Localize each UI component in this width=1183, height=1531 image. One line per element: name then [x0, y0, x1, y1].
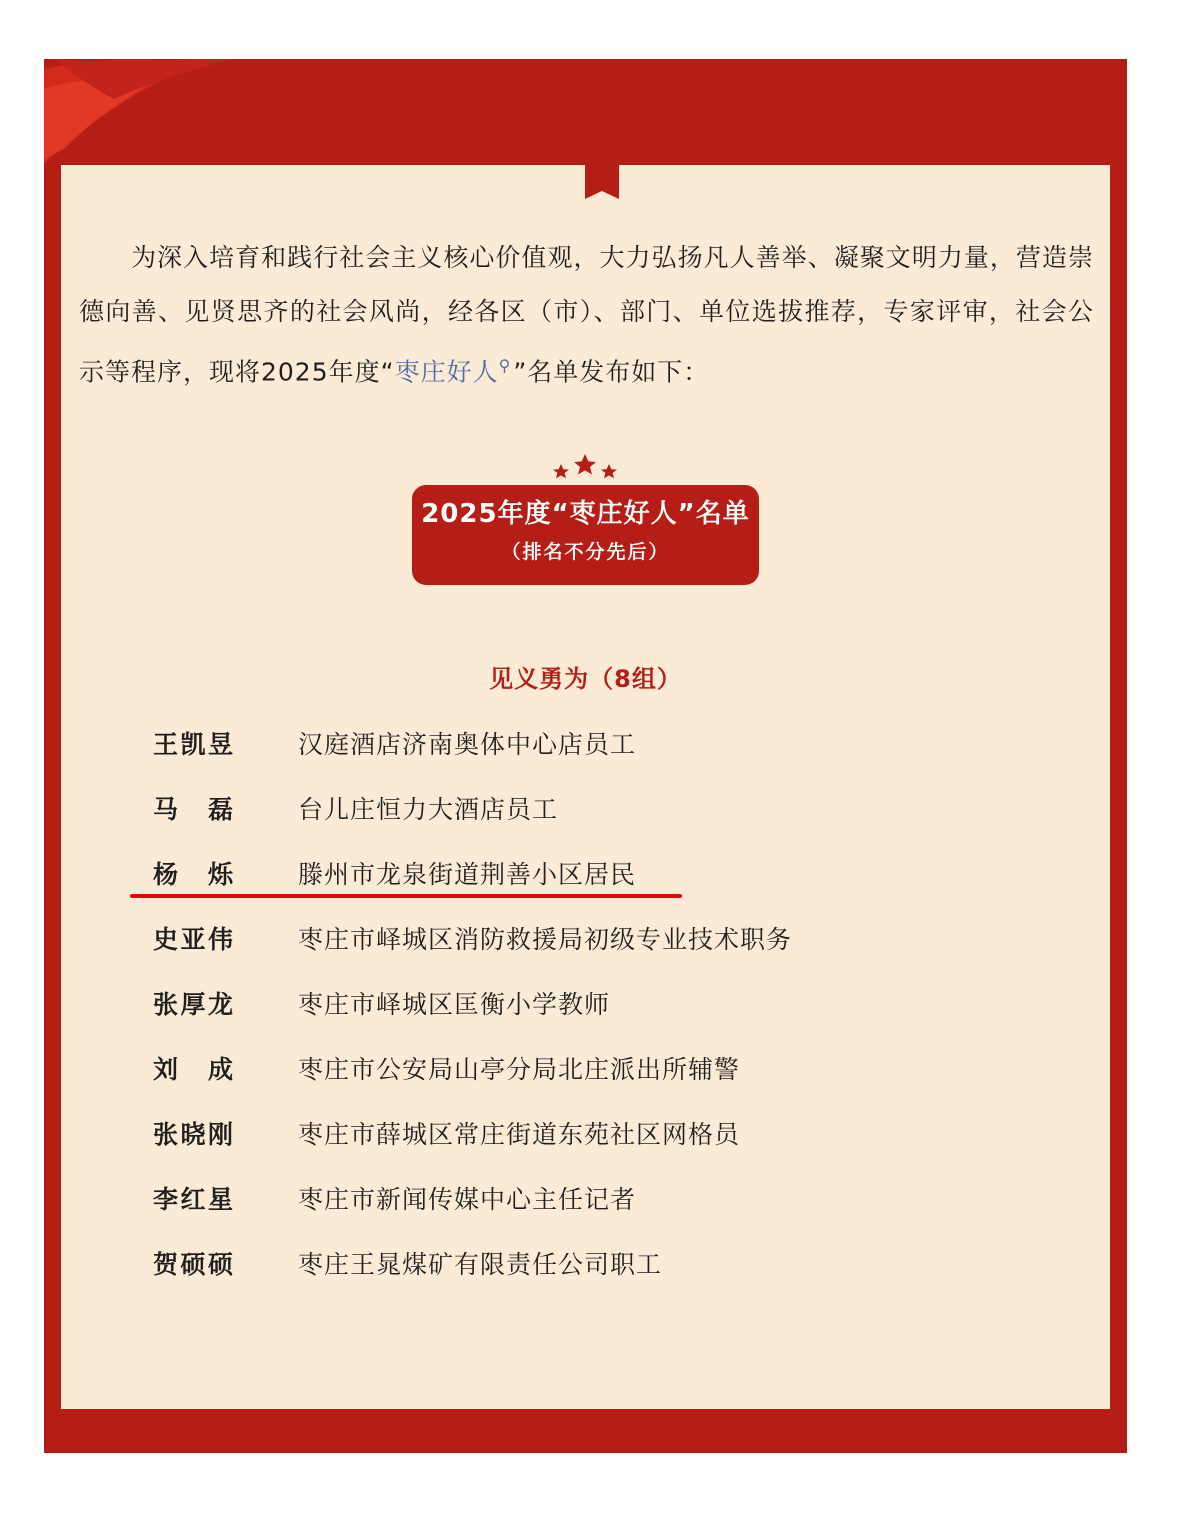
person-description: 汉庭酒店济南奥体中心店员工: [298, 730, 637, 759]
person-name: 史亚伟: [153, 925, 233, 954]
list-title: 2025年度“枣庄好人”名单: [421, 499, 750, 529]
list-item: [153, 1103, 1053, 1168]
person-name: 王凯昱: [153, 730, 233, 759]
list-item: [153, 778, 1053, 843]
person-description: 枣庄市峄城区匡衡小学教师: [298, 990, 611, 1019]
section-title: 见义勇为（8组）: [489, 665, 682, 693]
person-name: 杨烁: [153, 860, 233, 889]
red-ribbon-decoration: [44, 59, 244, 169]
search-icon[interactable]: ⚲: [498, 356, 512, 375]
person-description: 滕州市龙泉街道荆善小区居民: [298, 860, 637, 889]
intro-paragraph: [79, 231, 1094, 399]
people-list: [153, 713, 1053, 1298]
list-item: [153, 973, 1053, 1038]
person-description: 枣庄市薛城区常庄街道东苑社区网格员: [298, 1120, 741, 1149]
list-item: [153, 713, 1053, 778]
list-item: [153, 843, 1053, 908]
person-name: 张晓刚: [153, 1120, 233, 1149]
person-name: 张厚龙: [153, 990, 233, 1019]
person-description: 枣庄王晁煤矿有限责任公司职工: [298, 1250, 663, 1279]
person-description: 枣庄市新闻传媒中心主任记者: [298, 1185, 637, 1214]
person-description: 枣庄市峄城区消防救援局初级专业技术职务: [298, 925, 793, 954]
red-underline-annotation: [130, 894, 682, 898]
list-subtitle: （排名不分先后）: [501, 541, 670, 563]
person-name: 刘成: [153, 1055, 233, 1084]
paper-panel: [61, 165, 1110, 1409]
list-item: [153, 1168, 1053, 1233]
person-name: 贺硕硕: [153, 1250, 233, 1279]
zaozhuang-good-people-link[interactable]: 枣庄好人: [394, 357, 499, 387]
list-item: [153, 908, 1053, 973]
intro-text-end: ”名单发布如下：: [513, 357, 710, 387]
list-item: [153, 1038, 1053, 1103]
person-description: 枣庄市公安局山亭分局北庄派出所辅警: [298, 1055, 741, 1084]
poster-frame: [44, 59, 1127, 1453]
intro-text: 为深入培育和践行社会主义核心价值观，大力弘扬凡人善举、凝聚文明力量，营造崇德向善、见贤思齐的社会风尚，经各区（市）、部门、单位选拔推荐，专家评审，社会公示等程序，现将2025年度“: [79, 243, 1094, 387]
person-name: 李红星: [153, 1185, 233, 1214]
person-name: 马磊: [153, 795, 233, 824]
list-title-banner: [412, 485, 759, 585]
star-icon: [551, 452, 619, 480]
list-item: [153, 1233, 1053, 1298]
bookmark-icon: [585, 165, 619, 199]
person-description: 台儿庄恒力大酒店员工: [298, 795, 559, 824]
